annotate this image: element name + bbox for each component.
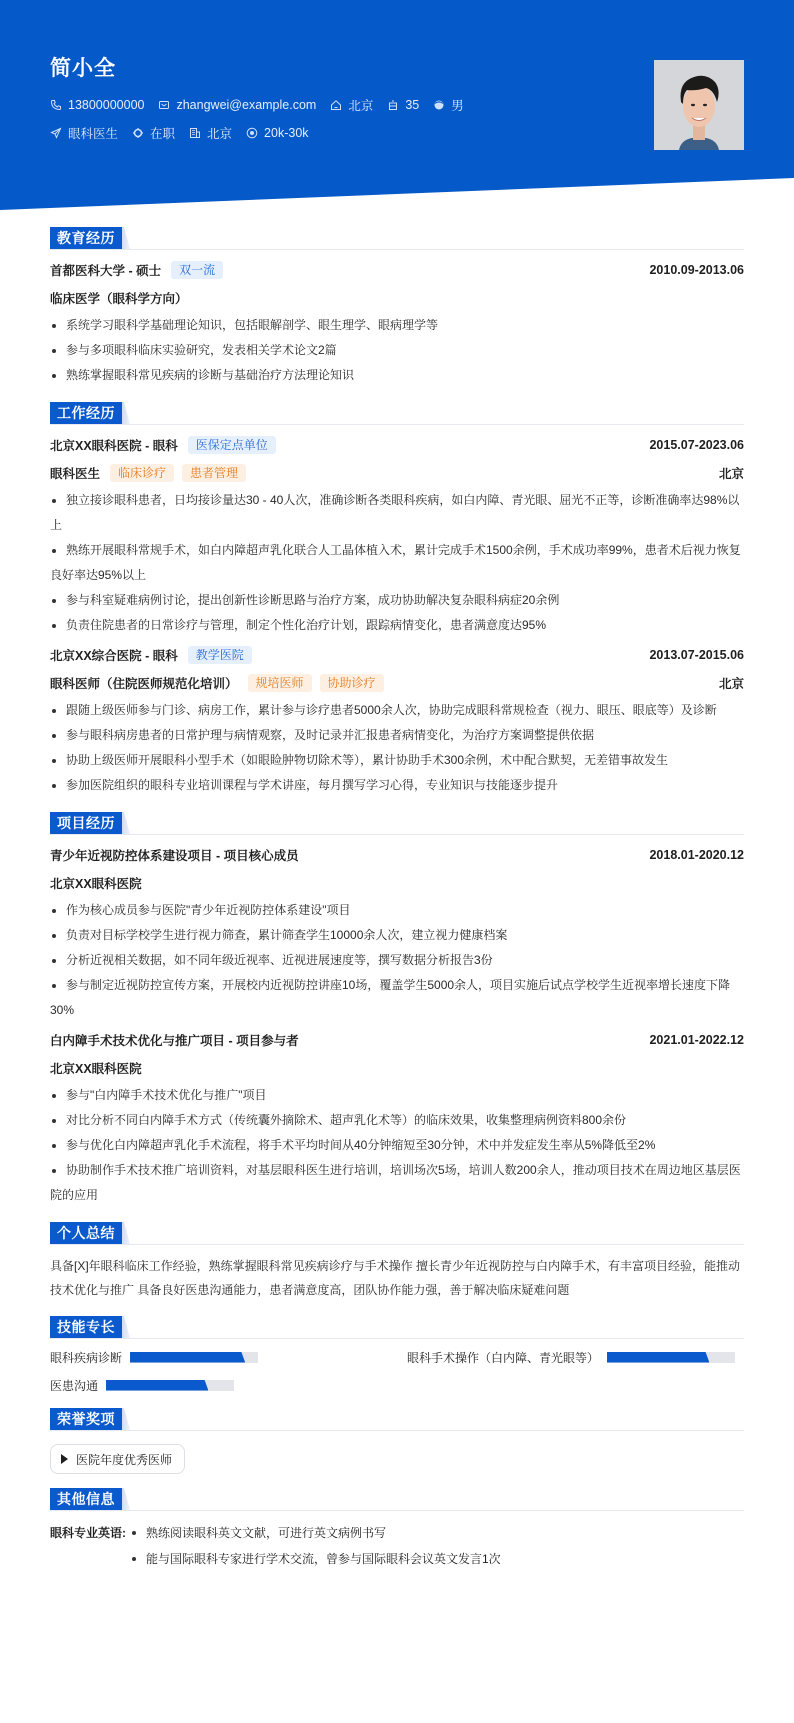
list-item: 熟练开展眼科常规手术，如白内障超声乳化联合人工晶体植入术，累计完成手术1500余例，手术成功率99%，患者术后视力恢复良好率达95%以上: [50, 538, 744, 588]
intent-row: [50, 124, 478, 142]
education-bullets: [50, 313, 744, 388]
list-item: 分析近视相关数据，如不同年级近视率、近视进展速度等，撰写数据分析报告3份: [50, 948, 744, 973]
skill-name: 眼科手术操作（白内障、青光眼等）: [407, 1350, 600, 1365]
list-item: 参与科室疑难病例讨论，提出创新性诊断思路与治疗方案，成功协助解决复杂眼科病症20余例: [50, 588, 744, 613]
skill-item: [50, 1348, 387, 1366]
list-item: 负责住院患者的日常诊疗与管理，制定个性化治疗计划，跟踪病情变化，患者满意度达95%: [50, 613, 744, 638]
candidate-name: 简小全: [50, 57, 116, 80]
work-bullets: [50, 698, 744, 798]
section-divider: [50, 834, 744, 835]
education-section-header: [50, 227, 744, 249]
list-item: 熟练掌握眼科常见疾病的诊断与基础治疗方法理论知识: [50, 363, 744, 388]
intent-salary: 20k-30k: [246, 126, 308, 140]
send-icon: [50, 127, 62, 139]
awards-section: [50, 1408, 744, 1474]
skill-fill: [106, 1380, 208, 1391]
section-divider: [50, 1338, 744, 1339]
award-name: 医院年度优秀医师: [76, 1452, 173, 1467]
other-info-label: 眼科专业英语:: [50, 1526, 126, 1540]
work-section: [50, 402, 744, 798]
major: 临床医学（眼科学方向）: [50, 292, 188, 306]
skill-bar: [130, 1352, 258, 1363]
summary-section-header: [50, 1222, 744, 1244]
project-org: 北京XX眼科医院: [50, 1062, 142, 1076]
education-section: [50, 227, 744, 388]
education-entry: [50, 259, 744, 388]
company-name: 北京XX眼科医院 - 眼科: [50, 439, 178, 453]
avatar-portrait: [654, 60, 744, 150]
home-icon: [330, 99, 342, 111]
mail-icon: [158, 99, 170, 111]
section-divider: [50, 1244, 744, 1245]
work-entry: [50, 434, 744, 638]
skills-section-header: [50, 1316, 744, 1338]
work-location: 北京: [718, 677, 744, 691]
intent-status: 在职: [132, 124, 175, 142]
list-item: 参与多项眼科临床实验研究，发表相关学术论文2篇: [50, 338, 744, 363]
summary-text: 具备[X]年眼科临床工作经验，熟练掌握眼科常见疾病诊疗与手术操作 擅长青少年近视防控与白内障手术，有丰富项目经验，能推动技术优化与推广 具备良好医患沟通能力，患者满意度高，团队协作能力强，善于解决临床疑难问题: [50, 1259, 741, 1297]
position-tag: 规培医师: [248, 674, 312, 692]
section-title: 项目经历: [50, 812, 122, 834]
position-title: 眼科医生: [50, 467, 101, 481]
section-title: 技能专长: [50, 1316, 122, 1338]
section-title: 个人总结: [50, 1222, 122, 1244]
list-item: 负责对目标学校学生进行视力筛查，累计筛查学生10000余人次，建立视力健康档案: [50, 923, 744, 948]
work-date: 2015.07-2023.06: [649, 438, 744, 452]
list-item: 参与"白内障手术技术优化与推广"项目: [50, 1083, 744, 1108]
project-bullets: [50, 898, 744, 1023]
project-name: 青少年近视防控体系建设项目 - 项目核心成员: [50, 849, 299, 863]
list-item: 对比分析不同白内障手术方式（传统囊外摘除术、超声乳化术等）的临床效果，收集整理病例资料800余份: [50, 1108, 744, 1133]
list-item: 协助制作手术技术推广培训资料，对基层眼科医生进行培训，培训场次5场，培训人数200余人，推动项目技术在周边地区基层医院的应用: [50, 1158, 744, 1208]
age-icon: [387, 99, 399, 111]
other-info-list: [126, 1520, 501, 1572]
projects-section: [50, 812, 744, 1208]
gender-icon: [433, 99, 445, 111]
position-tag: 患者管理: [182, 464, 246, 482]
contact-gender: 男: [433, 96, 464, 114]
work-location: 北京: [718, 467, 744, 481]
skill-name: 医患沟通: [50, 1378, 99, 1393]
other-info-row: [50, 1520, 744, 1572]
list-item: 独立接诊眼科患者，日均接诊量达30 - 40人次，准确诊断各类眼科疾病，如白内障、青光眼、屈光不正等，诊断准确率达98%以上: [50, 488, 744, 538]
skill-fill: [607, 1352, 709, 1363]
profile-photo: [654, 60, 744, 150]
position-tag: 临床诊疗: [110, 464, 174, 482]
company-tag: 医保定点单位: [188, 436, 276, 454]
list-item: 协助上级医师开展眼科小型手术（如眼睑肿物切除术等），累计协助手术300余例，术中配合默契，无差错事故发生: [50, 748, 744, 773]
section-title: 工作经历: [50, 402, 122, 424]
section-divider: [50, 1430, 744, 1431]
project-entry: [50, 844, 744, 1023]
project-date: 2021.01-2022.12: [649, 1033, 744, 1047]
building-icon: [189, 127, 201, 139]
summary-section: [50, 1222, 744, 1302]
skill-bar: [106, 1380, 234, 1391]
skill-fill: [130, 1352, 245, 1363]
skills-grid: [50, 1348, 744, 1394]
project-date: 2018.01-2020.12: [649, 848, 744, 862]
work-entry: [50, 644, 744, 798]
list-item: 作为核心成员参与医院"青少年近视防控体系建设"项目: [50, 898, 744, 923]
contact-phone: 13800000000: [50, 98, 144, 112]
position-title: 眼科医师（住院医师规范化培训）: [50, 677, 238, 691]
work-date: 2013.07-2015.06: [649, 648, 744, 662]
skill-name: 眼科疾病诊断: [50, 1350, 123, 1365]
projects-section-header: [50, 812, 744, 834]
project-name: 白内障手术技术优化与推广项目 - 项目参与者: [50, 1034, 299, 1048]
list-item: 系统学习眼科学基础理论知识，包括眼解剖学、眼生理学、眼病理学等: [50, 313, 744, 338]
company-name: 北京XX综合医院 - 眼科: [50, 649, 178, 663]
section-title: 其他信息: [50, 1488, 122, 1510]
project-entry: [50, 1029, 744, 1208]
intent-position: 眼科医生: [50, 124, 118, 142]
skills-section: [50, 1316, 744, 1394]
list-item: 跟随上级医师参与门诊、病房工作，累计参与诊疗患者5000余人次，协助完成眼科常规检查（视力、眼压、眼底等）及诊断: [50, 698, 744, 723]
contact-age: 35: [387, 98, 419, 112]
resume-content: [0, 227, 794, 1572]
education-date: 2010.09-2013.06: [649, 263, 744, 277]
skill-bar: [607, 1352, 735, 1363]
other-section-header: [50, 1488, 744, 1510]
salary-icon: [246, 127, 258, 139]
resume-header: [0, 0, 794, 215]
contact-email: zhangwei@example.com: [158, 98, 316, 112]
list-item: 参与优化白内障超声乳化手术流程，将手术平均时间从40分钟缩短至30分钟，术中并发症发生率从5%降低至2%: [50, 1133, 744, 1158]
school-tag: 双一流: [171, 261, 223, 279]
list-item: 参加医院组织的眼科专业培训课程与学术讲座，每月撰写学习心得，专业知识与技能逐步提升: [50, 773, 744, 798]
section-divider: [50, 1510, 744, 1511]
list-item: 能与国际眼科专家进行学术交流，曾参与国际眼科会议英文发言1次: [126, 1546, 501, 1572]
intent-city: 北京: [189, 124, 232, 142]
project-org: 北京XX眼科医院: [50, 877, 142, 891]
position-tag: 协助诊疗: [320, 674, 384, 692]
list-item: 参与制定近视防控宣传方案，开展校内近视防控讲座10场，覆盖学生5000余人，项目实施后试点学校学生近视率增长速度下降30%: [50, 973, 744, 1023]
list-item: 参与眼科病房患者的日常护理与病情观察，及时记录并汇报患者病情变化，为治疗方案调整提供依据: [50, 723, 744, 748]
section-title: 教育经历: [50, 227, 122, 249]
skill-item: [50, 1376, 387, 1394]
company-tag: 教学医院: [188, 646, 252, 664]
header-content: [50, 56, 478, 152]
work-bullets: [50, 488, 744, 638]
awards-section-header: [50, 1408, 744, 1430]
list-item: 熟练阅读眼科英文文献，可进行英文病例书写: [126, 1520, 501, 1546]
work-section-header: [50, 402, 744, 424]
section-divider: [50, 249, 744, 250]
contact-home: 北京: [330, 96, 373, 114]
section-divider: [50, 424, 744, 425]
status-icon: [132, 127, 144, 139]
skill-item: [407, 1348, 744, 1366]
school-name: 首都医科大学 - 硕士: [50, 264, 162, 278]
other-section: [50, 1488, 744, 1572]
phone-icon: [50, 99, 62, 111]
project-bullets: [50, 1083, 744, 1208]
award-item[interactable]: [50, 1444, 185, 1474]
section-title: 荣誉奖项: [50, 1408, 122, 1430]
triangle-right-icon: [61, 1454, 68, 1464]
contact-row: [50, 96, 478, 114]
